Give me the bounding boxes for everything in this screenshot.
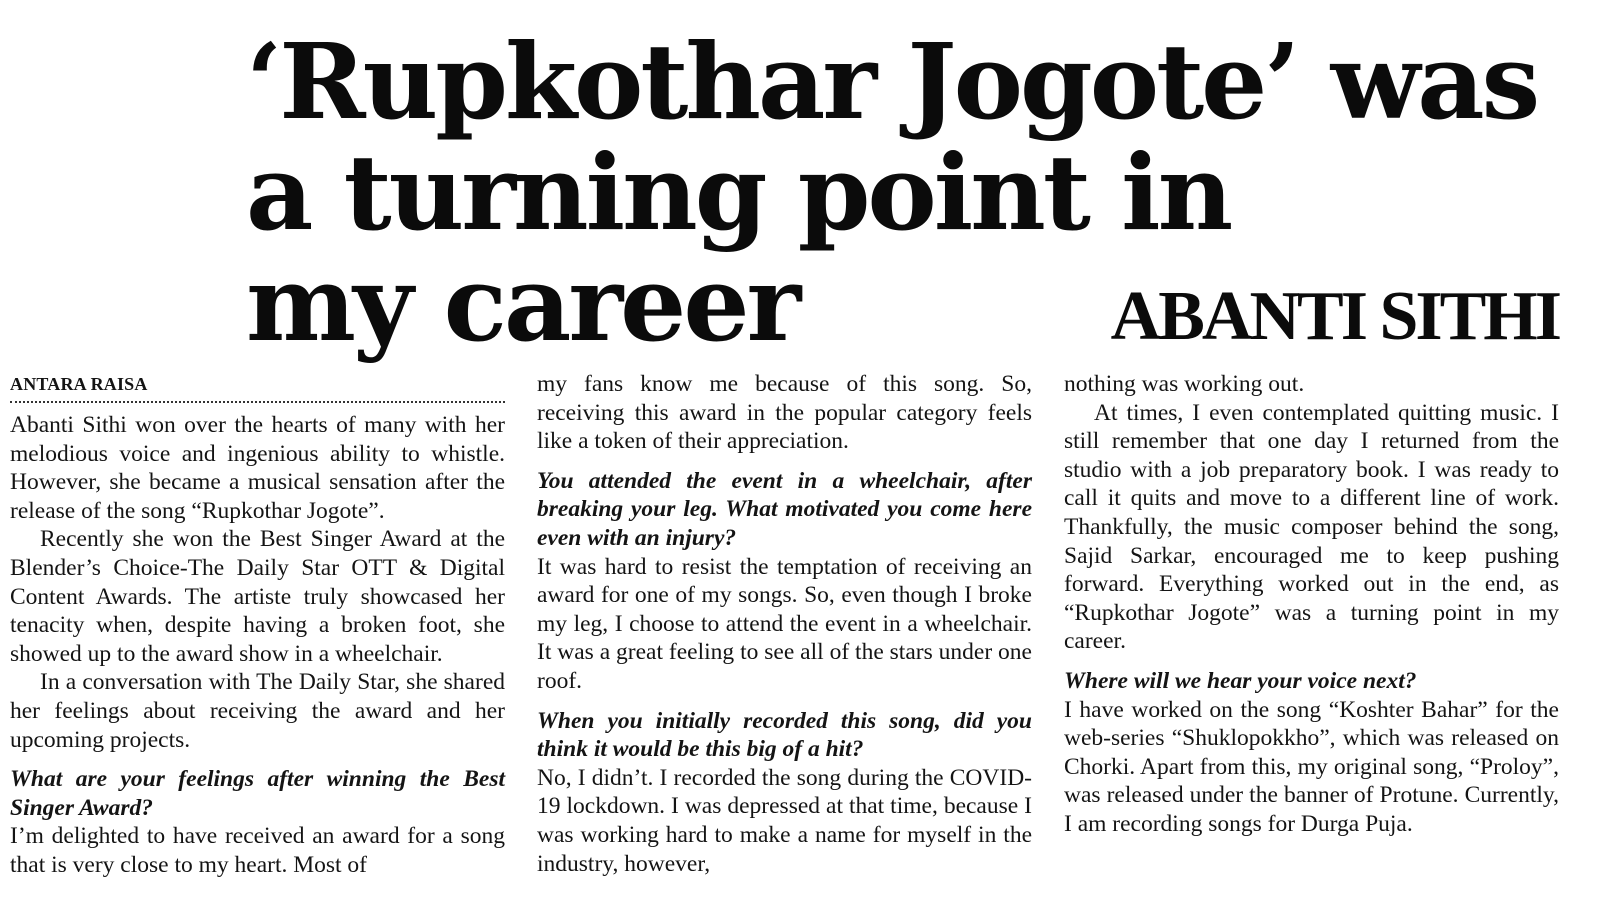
headline-line-3: my career — [246, 242, 799, 365]
byline-divider — [10, 401, 505, 403]
article-column-3 — [1064, 370, 1559, 839]
answer-1-start: I’m delighted to have received an award for a song that is very close to my heart. Most of — [10, 823, 505, 878]
article-column-2 — [537, 370, 1032, 878]
headline-line-2: a turning point in — [246, 131, 1231, 254]
article-column-1 — [10, 370, 505, 880]
headline-line-1: ‘Rupkothar Jogote’ was — [246, 20, 1538, 143]
conversation-paragraph: In a conversation with The Daily Star, she shared her feelings about receiving the award and her upcoming projects. — [10, 669, 505, 753]
answer-3-start: No, I didn’t. I recorded the song during the COVID-19 lockdown. I was depressed at that time, because I was working hard to make a name for myself in the industry, however, — [537, 764, 1032, 877]
answer-1-continued: my fans know me because of this song. So, receiving this award in the popular category feels like a token of their appreciation. — [537, 371, 1032, 455]
question-1: What are your feelings after winning the Best Singer Award? — [10, 766, 505, 821]
question-4: Where will we hear your voice next? — [1064, 667, 1417, 694]
question-3: When you initially recorded this song, did you think it would be this big of a hit? — [537, 707, 1032, 763]
answer-2: It was hard to resist the temptation of receiving an award for one of my songs. So, even though I broke my leg, I choose to attend the event in a wheelchair. It was a great feeling to see all of the stars under one roof. — [537, 553, 1032, 694]
answer-3-continued: nothing was working out. — [1064, 371, 1305, 397]
interviewee-name: ABANTI SITHI — [1110, 278, 1559, 355]
award-paragraph: Recently she won the Best Singer Award at the Blender’s Choice-The Daily Star OTT & Digital Content Awards. The artiste truly showcased her tenacity when, despite having a broken foot, she showed up to the award show in a wheelchair. — [10, 526, 505, 667]
byline: ANTARA RAISA — [10, 374, 148, 394]
intro-paragraph: Abanti Sithi won over the hearts of many with her melodious voice and ingenious ability to whistle. However, she became a musical sensation after the release of the song “Rupkothar Jogote”. — [10, 412, 505, 524]
answer-3-paragraph-2: At times, I even contemplated quitting music. I still remember that one day I returned from the studio with a job preparatory book. I was ready to call it quits and move to a different line of work. Thankfully, the music composer behind the song, Sajid Sarkar, encouraged me to keep pushing forward. Everything worked out in the end, as “Rupkothar Jogote” was a turning point in my career. — [1064, 399, 1559, 655]
answer-4: I have worked on the song “Koshter Bahar” for the web-series “Shuklopokkho”, which was released on Chorki. Apart from this, my original song, “Proloy”, was released under the banner of Protune. Currently, I am recording songs for Durga Puja. — [1064, 696, 1559, 837]
question-2: You attended the event in a wheelchair, after breaking your leg. What motivated you come here even with an injury? — [537, 467, 1032, 551]
